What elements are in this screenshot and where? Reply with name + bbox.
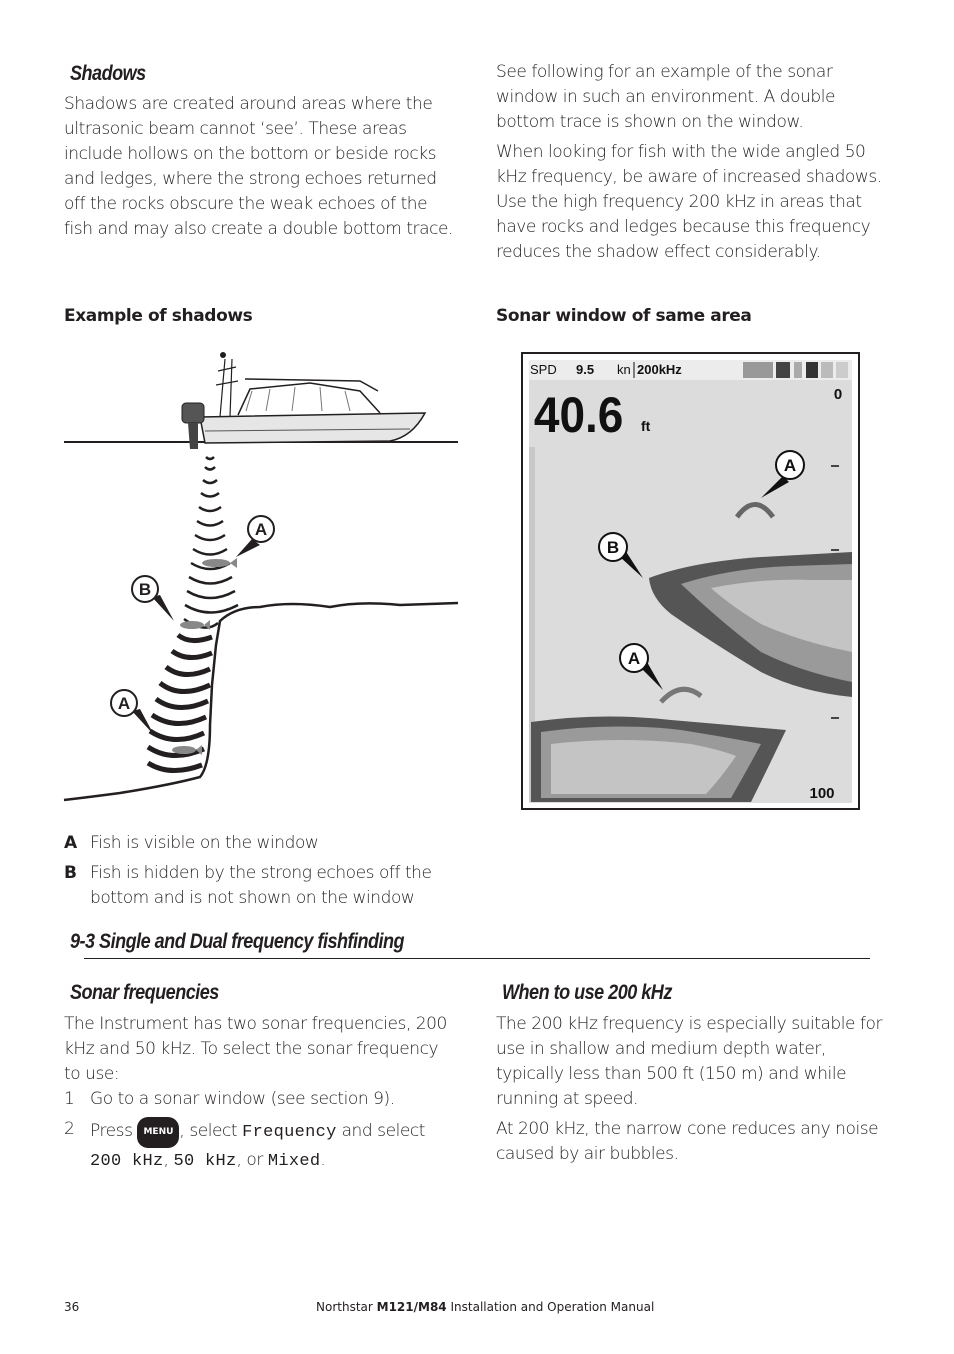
section-rule <box>84 958 870 959</box>
boat-illustration <box>182 352 425 449</box>
shadows-right-column <box>496 60 888 265</box>
shadows-paragraph: Shadows are created around areas where the ultrasonic beam cannot ‘see’. These areas include hollows on the bottom or beside rocks and ledges, where the strong echoes returned off the rocks obscure the weak echoes of the fish and may also create a double bottom trace. <box>64 94 453 239</box>
label-b <box>132 576 174 621</box>
footer-model: M121/M84 <box>376 1300 447 1314</box>
sonar-status-icons <box>743 362 848 378</box>
section-heading: 9-3 Single and Dual frequency fishfinding <box>70 930 405 953</box>
when-200khz-heading: When to use 200 kHz <box>502 981 672 1004</box>
sonar-frequencies-heading: Sonar frequencies <box>70 981 219 1004</box>
svg-text:B: B <box>138 580 152 599</box>
step-1-number: 1 <box>64 1089 75 1109</box>
when-200khz-paragraph-1: The 200 kHz frequency is especially suitable for use in shallow and medium depth water, typically less than 500 ft (150 m) and while running at speed. <box>496 1014 883 1109</box>
option-frequency: Frequency <box>242 1123 337 1142</box>
legend-text-b: Fish is hidden by the strong echoes off the bottom and is not shown on the window <box>90 863 432 908</box>
shadows-diagram <box>60 345 462 810</box>
sonar-example-paragraph: See following for an example of the sonar window in such an environment. A double bottom trace is shown on the window. <box>496 62 836 132</box>
sonar-beam <box>184 457 238 628</box>
frequency-advice-paragraph: When looking for fish with the wide angled 50 kHz frequency, be aware of increased shadows. Use the high frequency 200 kHz in areas that have rocks and ledges because this frequency reduces the shadow effect considerably. <box>496 142 882 262</box>
footer-manual-title: Installation and Operation Manual <box>450 1300 655 1314</box>
right-figure-caption: Sonar window of same area <box>496 306 752 326</box>
sonar-depth: 40.6 <box>533 388 624 444</box>
option-mixed: Mixed <box>267 1152 321 1171</box>
label-a-upper <box>236 516 274 557</box>
sonar-spd-label: SPD <box>530 362 557 377</box>
step-1-text: Go to a sonar window (see section 9). <box>90 1089 395 1109</box>
step-2-number: 2 <box>64 1119 75 1139</box>
sonar-frequencies-body <box>64 1012 459 1174</box>
legend-text-a: Fish is visible on the window <box>90 833 319 853</box>
legend-item-a <box>64 831 459 856</box>
legend-key-b: B <box>64 863 77 883</box>
shadows-heading: Shadows <box>70 62 146 85</box>
svg-text:B: B <box>606 538 620 557</box>
left-figure-caption: Example of shadows <box>64 306 253 326</box>
sonar-spd-value: 9.5 <box>576 362 595 377</box>
when-200khz-paragraph-2: At 200 kHz, the narrow cone reduces any noise caused by air bubbles. <box>496 1119 879 1164</box>
label-a-lower <box>111 690 154 735</box>
sonar-bottom-scale: 100 <box>809 785 835 802</box>
sonar-depth-unit: ft <box>641 418 651 434</box>
menu-key-icon: MENU <box>137 1117 179 1148</box>
step-1 <box>64 1087 459 1112</box>
figure-legend <box>64 831 459 911</box>
step-2 <box>64 1117 459 1174</box>
fish-icon <box>202 558 237 568</box>
sonar-frequencies-intro: The Instrument has two sonar frequencies, 200 kHz and 50 kHz. To select the sonar frequency to use: <box>64 1014 447 1084</box>
footer-brand: Northstar <box>316 1300 373 1314</box>
footer-title <box>316 1300 654 1314</box>
step-2-text: Press MENU , select Frequency and select 200 kHz, 50 kHz, or Mixed. <box>90 1117 459 1174</box>
svg-text:A: A <box>117 694 131 713</box>
option-200khz: 200 kHz <box>90 1152 164 1171</box>
svg-text:A: A <box>627 649 641 668</box>
option-50khz: 50 kHz <box>173 1152 237 1171</box>
svg-text:A: A <box>783 456 797 475</box>
sonar-frequency: 200kHz <box>637 362 682 377</box>
svg-text:A: A <box>254 520 268 539</box>
page-number: 36 <box>64 1300 80 1314</box>
sonar-window-image <box>521 352 860 810</box>
legend-key-a: A <box>64 833 77 853</box>
sonar-top-scale: 0 <box>833 386 843 403</box>
legend-item-b <box>64 861 459 911</box>
steps-list <box>64 1087 459 1174</box>
when-200khz-body <box>496 1012 888 1167</box>
sonar-spd-unit: kn <box>617 362 631 377</box>
